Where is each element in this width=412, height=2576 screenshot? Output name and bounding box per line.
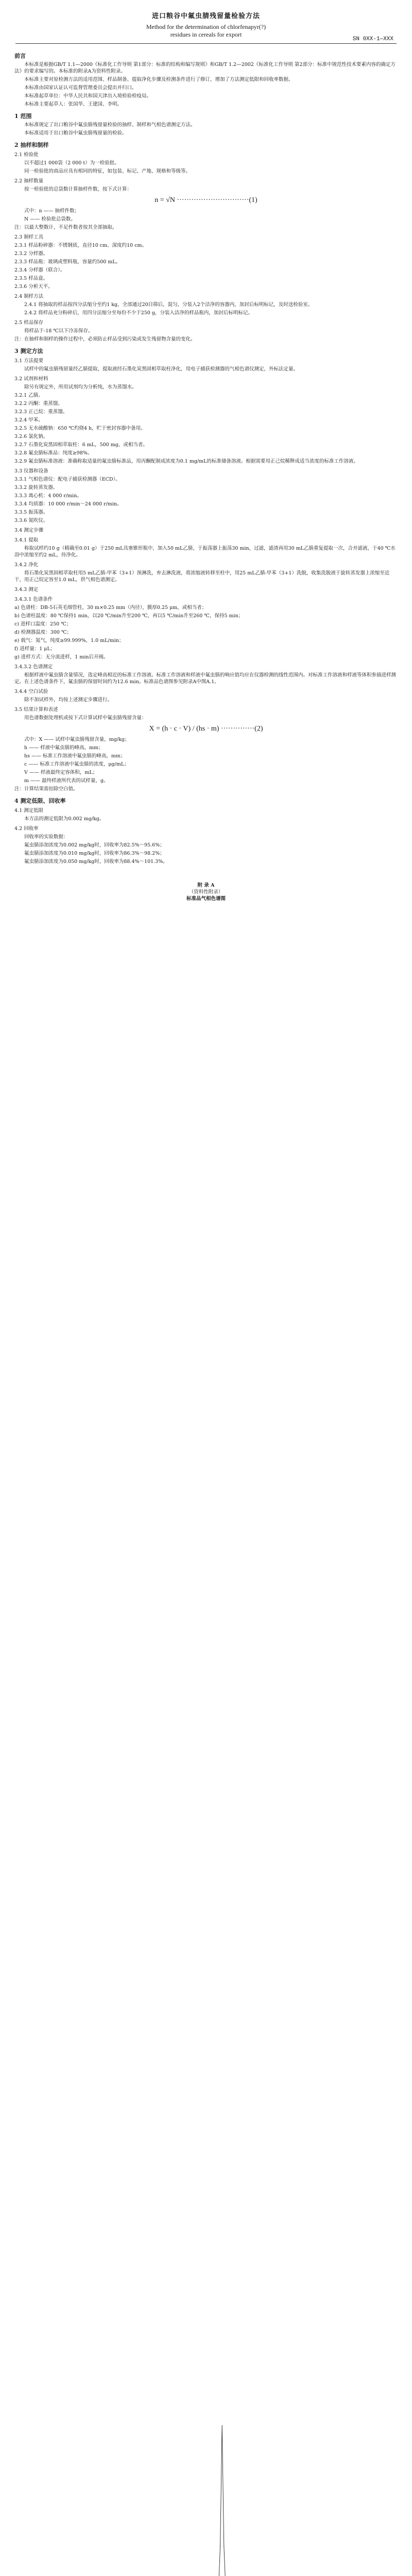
- subheading: 3.4.3.2 色谱测定: [14, 664, 53, 670]
- subheading: 3.4.2 净化: [14, 562, 39, 568]
- subheading: 3.4.3.1 色谱条件: [14, 597, 53, 602]
- variable-definition: h —— 样液中氟虫腈的峰高，mm；: [24, 745, 104, 751]
- paragraph: 以不超过1 000袋（2 000 t）为一检验批。: [24, 160, 119, 166]
- document-body: [14, 47, 398, 902]
- subheading: 3.4.4 空白试验: [14, 689, 48, 694]
- paragraph: 将样品于-18 ℃以下冷冻保存。: [24, 328, 93, 334]
- paragraph: 氟虫腈添加浓度为0.010 mg/kg时，回收率为86.3%～98.2%；: [24, 851, 165, 856]
- list-item: 2.3.5 样品盒。: [14, 276, 48, 281]
- appendix-note: （资料性附录）: [188, 889, 224, 895]
- foreword-paragraph: 本标准主要对原检测方法的适用范围、样品制备、提取净化步骤及检测条件进行了修订，增加了方法测定低限和回收率数据。: [24, 77, 294, 82]
- appendix-title: 标准品气相色谱图: [186, 896, 226, 902]
- subheading: 2.2 抽样数量: [14, 178, 44, 184]
- list-item: d) 检测器温度：300 ℃；: [14, 630, 72, 635]
- document-title-en: [0, 23, 412, 39]
- paragraph: 本标准规定了出口粮谷中氟虫腈残留量检验的抽样、制样和气相色谱测定方法。: [24, 122, 196, 128]
- subheading: 3.5 结果计算和表述: [14, 707, 58, 713]
- paragraph: 除另有规定外，所用试剂均为分析纯，水为蒸馏水。: [24, 384, 137, 390]
- note: 注：计算结果需扣除空白值。: [14, 786, 78, 792]
- paragraph: N —— 检验批总袋数。: [24, 216, 76, 222]
- subheading: 2.1 检验批: [14, 152, 39, 158]
- list-item: 2.3.6 分析天平。: [14, 284, 53, 290]
- paragraph: 氟虫腈添加浓度为0.002 mg/kg时，回收率为82.5%～95.6%；: [24, 842, 165, 848]
- note: 注：在抽样和制样的操作过程中，必须防止样品受到污染或发生残留物含量的变化。: [14, 336, 196, 342]
- chromatogram-trace: [144, 2426, 268, 2576]
- list-item: 3.2.7 石墨化炭黑固相萃取柱：6 mL，500 mg，或相当者。: [14, 442, 148, 448]
- variable-definition: c —— 标准工作溶液中氟虫腈的浓度，μg/mL；: [24, 761, 129, 767]
- subheading: 4.2 回收率: [14, 826, 39, 832]
- list-item: 3.3.3 离心机：4 000 r/min。: [14, 493, 82, 499]
- list-item: 3.2.1 乙腈。: [14, 393, 43, 398]
- paragraph: 回收率的实验数据：: [24, 834, 68, 840]
- subheading: 2.4 制样方法: [14, 294, 44, 299]
- section-2-heading: 2 抽样和制样: [14, 142, 49, 148]
- paragraph: 本标准适用于出口粮谷中氟虫腈残留量的检验。: [24, 130, 127, 136]
- document-title-en-line1: Method for the determination of chlorfenapyr(?): [146, 23, 266, 30]
- paragraph: 式中：n —— 抽样件数；: [24, 208, 80, 214]
- list-item: 3.3.4 均质器：10 000 r/min～24 000 r/min。: [14, 501, 122, 507]
- list-item: 2.3.3 样品瓶：玻璃或塑料瓶，容量约500 mL。: [14, 259, 121, 265]
- section-4-heading: 4 测定低限、回收率: [14, 798, 66, 804]
- variable-definition: V —— 样液最终定容体积，mL；: [24, 770, 98, 775]
- subheading: 4.1 测定低限: [14, 808, 44, 814]
- paragraph: 将石墨化炭黑固相萃取柱用5 mL乙腈-甲苯（3+1）预淋洗，弃去淋洗液，将浓缩液转移至柱中，用25 mL乙腈-甲苯（3+1）洗脱，收集洗脱液于旋转蒸发器上浓缩至近干，用正己烷定容至1.0 mL，供气相色谱测定。: [14, 570, 390, 583]
- foreword-paragraph: 本标准是根据GB/T 1.1—2000《标准化工作导则 第1部分：标准的结构和编写规则》和GB/T 1.2—2002《标准化工作导则 第2部分：标准中规范性技术要素内容的确定方法》的要求编写的。本标准的附录A为资料性附录。: [14, 62, 396, 74]
- list-item: 3.2.8 氟虫腈标准品：纯度≥98%。: [14, 450, 93, 456]
- document-title-cn: 进口粮谷中氟虫腈残留量检验方法: [151, 12, 260, 20]
- variable-definition: hs —— 标准工作溶液中氟虫腈的峰高，mm；: [24, 753, 126, 759]
- list-item: 2.3.4 分样器（联合）。: [14, 267, 65, 273]
- appendix-label: 附 录 A: [197, 883, 215, 888]
- paragraph: 用色谱数据处理机或按下式计算试样中氟虫腈残留含量：: [24, 715, 147, 721]
- paragraph: 称取试样约10 g（精确至0.01 g）于250 mL具塞锥形瓶中，加入50 mL乙腈，于振荡器上振荡30 min，过滤，滤渣再用30 mL乙腈重复提取一次，合并滤液，于40 ℃水浴中浓缩至约2 mL，待净化。: [14, 546, 396, 558]
- list-item: 3.2.2 丙酮：重蒸馏。: [14, 401, 63, 406]
- list-item: e) 载气：氮气，纯度≥99.999%，1.0 mL/min；: [14, 638, 124, 643]
- document-header: [0, 0, 412, 39]
- list-item: g) 进样方式：无分流进样，1 min后开阀。: [14, 654, 109, 660]
- formula-1: n = √N ······························(1): [154, 196, 258, 204]
- paragraph: 除不加试样外，均按上述测定步骤进行。: [24, 697, 113, 703]
- list-item: f) 进样量：1 μL；: [14, 646, 56, 652]
- foreword-paragraph: 本标准由国家认证认可监督管理委员会提出并归口。: [24, 85, 137, 91]
- subheading: 2.5 样品保存: [14, 320, 44, 326]
- variable-definition: m —— 最终样液所代表的试样量，g。: [24, 778, 109, 784]
- variable-definition: 式中：X —— 试样中氟虫腈残留含量，mg/kg；: [24, 737, 130, 742]
- list-item: 3.3.5 振荡器。: [14, 510, 48, 515]
- formula-2: X = (h · c · V) / (hs · m) ··············(2): [149, 725, 263, 733]
- paragraph: 2.4.2 将样品充分粉碎后，用四分法缩分至每份不少于250 g，分装入洁净的样品瓶内，加封后标明标记。: [24, 310, 253, 316]
- paragraph: 同一检验批的商品应具有相同的特征，如包装、标记、产地、规格和等级等。: [24, 168, 191, 174]
- paragraph: 按一检验批的总袋数计算抽样件数，按下式计算：: [24, 187, 132, 192]
- subheading: 3.4.3 测定: [14, 587, 39, 592]
- paragraph: 根据样液中氟虫腈含量情况，选定峰高相近的标准工作溶液。标准工作溶液和样液中氟虫腈的响应值均应在仪器检测的线性范围内。对标准工作溶液和样液等体积参插进样测定。在上述色谱条件下，氟虫腈的保留时间约为12.6 min。标准品色谱图参见附录A中图A.1。: [14, 672, 397, 685]
- note: 注：以最大整数计，不足件数者按其全部抽取。: [14, 225, 117, 230]
- list-item: 3.3.6 氮吹仪。: [14, 518, 48, 523]
- paragraph: 2.4.1 将抽取的样品按四分法缩分至约1 kg，全部通过20目筛后，混匀，分装入2个洁净的容器内，加封后标明标记，及时送检验室。: [24, 302, 313, 308]
- list-item: 3.3.2 旋转蒸发器。: [14, 485, 58, 490]
- list-item: 3.2.5 无水硫酸钠：650 ℃灼烧4 h，贮于密封容器中备用。: [14, 426, 146, 431]
- list-item: 2.3.1 样品粉碎器：不锈钢质，直径10 cm、深度约10 cm。: [14, 243, 147, 248]
- chromatogram-chart: [139, 2411, 273, 2576]
- section-3-heading: 3 测定方法: [14, 348, 43, 354]
- subheading: 3.4 测定步骤: [14, 528, 44, 533]
- list-item: 3.2.6 氯化钠。: [14, 434, 48, 439]
- list-item: 3.2.3 正己烷：重蒸馏。: [14, 409, 68, 415]
- paragraph: 本方法的测定低限为0.002 mg/kg。: [24, 816, 105, 822]
- list-item: 3.2.9 氟虫腈标准溶液：准确称取适量的氟虫腈标准品，用丙酮配制成浓度为0.1 mg/mL的标准储备溶液。根据需要用正己烷稀释成适当浓度的标准工作溶液。: [14, 459, 358, 464]
- subheading: 3.2 试剂和材料: [14, 376, 48, 382]
- paragraph: 氟虫腈添加浓度为0.050 mg/kg时，回收率为88.4%～101.3%。: [24, 859, 168, 865]
- list-item: 3.2.4 甲苯。: [14, 417, 43, 423]
- chromatogram-points: [144, 2425, 268, 2576]
- subheading: 3.3 仪器和设备: [14, 468, 48, 474]
- document-title-en-line2: residues in cereals for export: [170, 31, 242, 38]
- foreword-heading: 前言: [14, 53, 26, 59]
- foreword-paragraph: 本标准起草单位：中华人民共和国天津出入境检验检疫局。: [24, 93, 152, 99]
- list-item: c) 进样口温度：250 ℃；: [14, 621, 72, 627]
- subheading: 3.1 方法提要: [14, 358, 44, 364]
- section-1-heading: 1 范围: [14, 113, 32, 120]
- paragraph: 试样中的氟虫腈残留量经乙腈提取，提取液经石墨化炭黑固相萃取柱净化，用电子捕获检测器的气相色谱仪测定，外标法定量。: [24, 366, 299, 372]
- list-item: b) 色谱柱温度：80 ℃保持1 min，以20 ℃/min升至200 ℃，再以5 ℃/min升至260 ℃，保持5 min；: [14, 613, 244, 619]
- subheading: 3.4.1 提取: [14, 537, 39, 543]
- standard-code: SN 0XX-1—XXX: [352, 36, 393, 42]
- list-item: 3.3.1 气相色谱仪：配电子捕获检测器（ECD）。: [14, 477, 121, 482]
- list-item: a) 色谱柱：DB-5石英毛细管柱，30 m×0.25 mm（内径），膜厚0.25 μm，或相当者；: [14, 605, 207, 611]
- header-rule: [15, 43, 397, 44]
- subheading: 2.3 制样工具: [14, 234, 44, 240]
- list-item: 2.3.2 分样器。: [14, 251, 48, 257]
- foreword-paragraph: 本标准主要起草人：张国华、王建国、李明。: [24, 101, 123, 107]
